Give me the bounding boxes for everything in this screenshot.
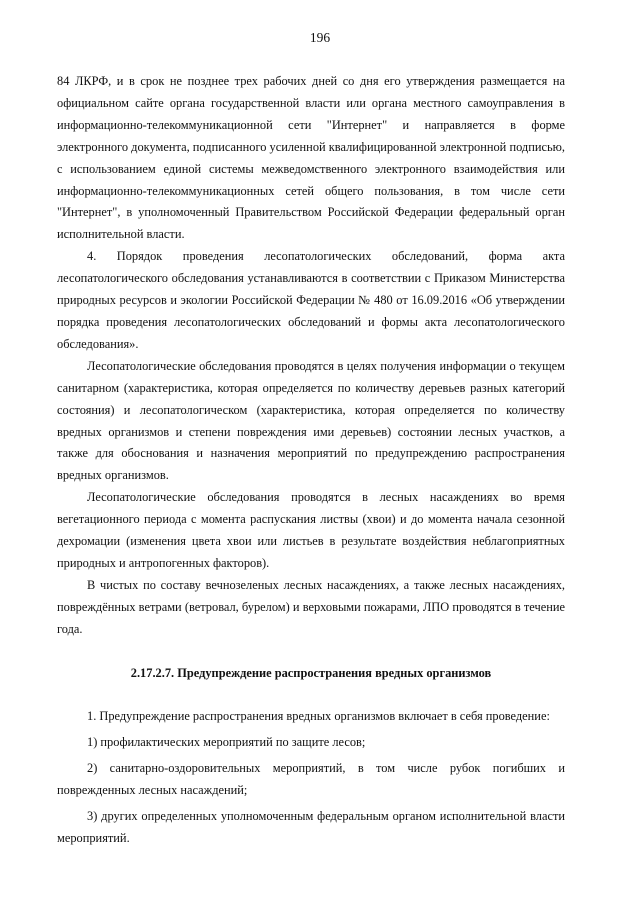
document-body bbox=[57, 71, 565, 854]
page-number: 196 bbox=[309, 30, 331, 45]
paragraph-procedure: 4. Порядок проведения лесопатологических обследований, форма акта лесопатологического обследования устанавливаются в соответствии с Приказом Министерства природных ресурсов и экологии Российской Федерации № 480 от 16.09.2016 «Об утверждении порядка проведения лесопатологических обследований и формы акта лесопатологического обследования». bbox=[57, 249, 565, 351]
paragraph-continuation: 84 ЛКРФ, и в срок не позднее трех рабочих дней со дня его утверждения размещается на официальном сайте органа государственной власти или органа местного самоуправления в информационно-телекоммуникационной сети "Интернет" и направляется в форме электронного документа, подписанного усиленной квалифицированной электронной подписью, с использованием единой системы межведомственного электронного взаимодействия или информационно-телекоммуникационных сетей общего пользования, в том числе сети "Интернет", в уполномоченный Правительством Российской Федерации федеральный орган исполнительной власти. bbox=[57, 74, 565, 242]
paragraph-evergreen: В чистых по составу вечнозеленых лесных насаждениях, а также лесных насаждениях, повреждённых ветрами (ветровал, бурелом) и верховыми пожарами, ЛПО проводятся в течение года. bbox=[57, 577, 565, 636]
list-intro: 1. Предупреждение распространения вредных организмов включает в себя проведение: bbox=[87, 709, 550, 724]
section-heading: 2.17.2.7. Предупреждение распространения вредных организмов bbox=[130, 665, 492, 680]
list-item-other: 3) других определенных уполномоченным федеральным органом исполнительной власти мероприятий. bbox=[57, 809, 565, 845]
list-item-prophylactic: 1) профилактических мероприятий по защите лесов; bbox=[87, 735, 366, 750]
paragraph-timing: Лесопатологические обследования проводятся в лесных насаждениях во время вегетационного периода с момента распускания листвы (хвои) и до момента начала сезонной дехромации (изменения цвета хвои или листьев в результате воздействия неблагоприятных природных и антропогенных факторов). bbox=[57, 490, 565, 570]
paragraph-purpose: Лесопатологические обследования проводятся в целях получения информации о текущем санитарном (характеристика, которая определяется по количеству деревьев разных категорий состояния) и лесопатологическом (характеристика, которая определяется по количеству вредных организмов и степени повреждения ими деревьев) состоянии лесных участков, а также для обоснования и назначения мероприятий по предупреждению распространения вредных организмов. bbox=[57, 358, 565, 483]
list-item-sanitary: 2) санитарно-оздоровительных мероприятий, в том числе рубок погибших и поврежденных лесных насаждений; bbox=[57, 761, 565, 798]
